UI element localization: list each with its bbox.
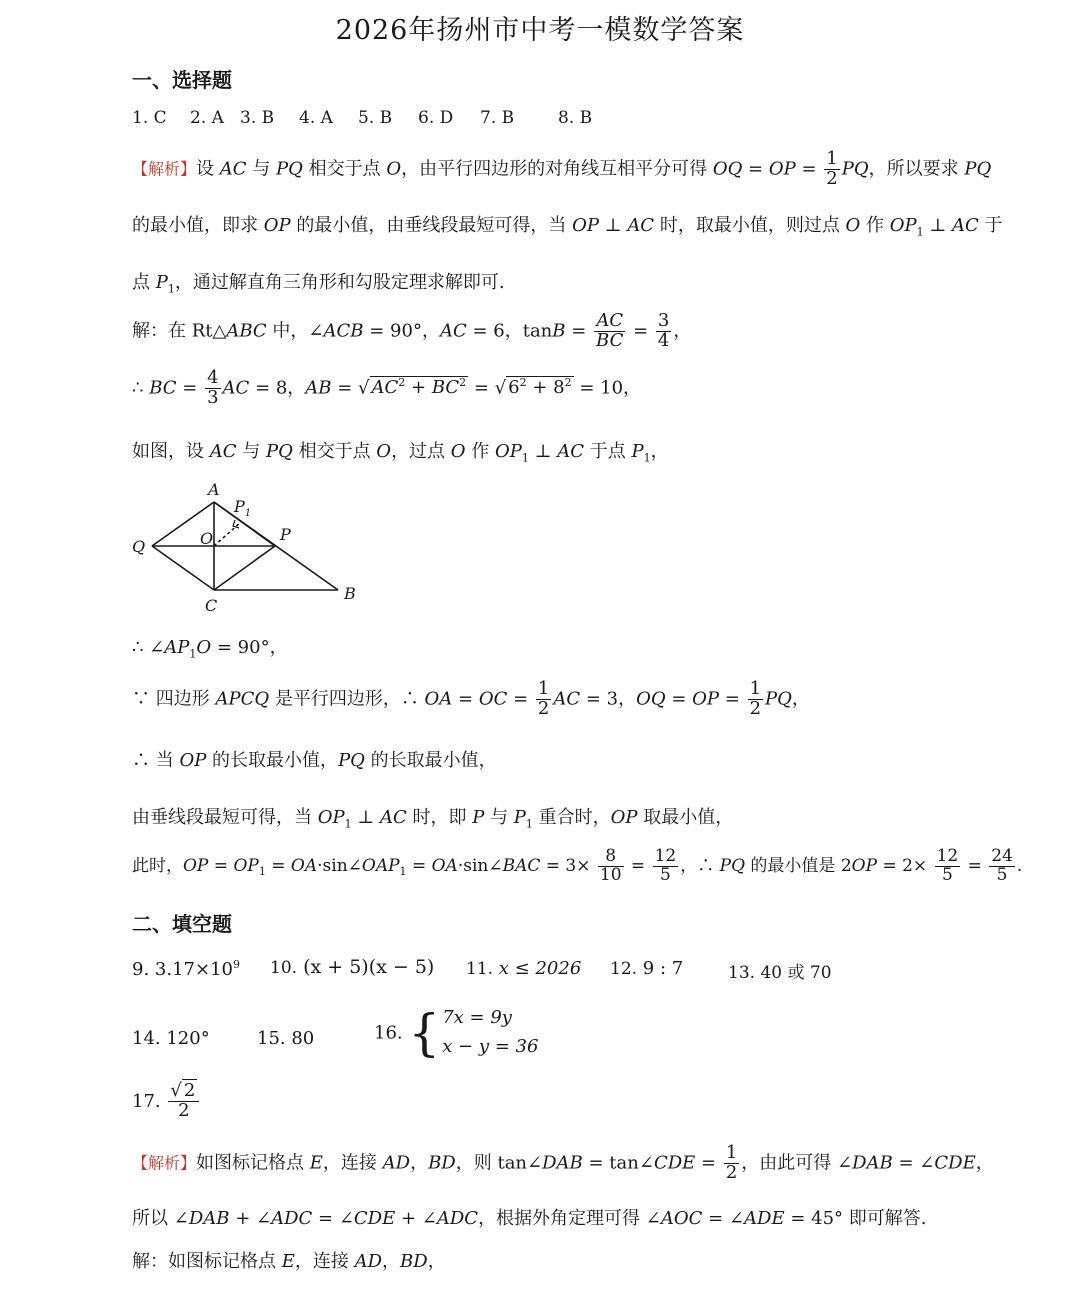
analysis-tag: 【解析】 <box>132 1153 197 1173</box>
choice-answer: 6. D <box>418 108 454 128</box>
segment-CP <box>214 546 275 590</box>
choice-answer: 5. B <box>358 108 393 128</box>
segment-OP1-dashed <box>214 522 241 546</box>
solution-q8-line2: ∴ BC = $\frac{4}{3}$ AC = 8，AB = √ $AC^2 + BC^2$ = √ $6^2 + 8^2 = 10$， <box>132 367 642 408</box>
choice-answer: 4. A <box>299 108 333 128</box>
solution-q8-line6: ∴ 当 OP 的长取最小值，PQ 的长取最小值， <box>132 750 497 771</box>
fill-answer-14: 14. 120° <box>132 1028 210 1049</box>
label-P1: $P_1$ <box>234 497 252 519</box>
label-O: O <box>200 529 214 548</box>
label-P: P <box>280 525 291 544</box>
analysis-q8-line3: 点 $P_1$，通过解直角三角形和勾股定理求解即可. <box>132 272 505 296</box>
solution-q8-line7: 由垂线段最短可得，当 $OP_1$ ⊥ AC 时，即 P 与 $P_1$ 重合时，OP 取最小值， <box>132 807 734 831</box>
analysis-q17-line2: 所以 ∠DAB + ∠ADC = ∠CDE + ∠ADC，根据外角定理可得 ∠AOC = ∠ADE = 45° 即可解答. <box>132 1208 927 1229</box>
solution-q8-line8: 此时，OP = $OP_1$ = $OA\cdot\sin\angle OAP_1$ = OA·sin∠BAC = 3× $\frac{8}{10}$ = $\frac{12}{5}$ ，∴ PQ 的最小值是 2OP = 2× $\frac{12}{5}$ = $\frac{24}{5}$ . <box>132 846 1023 885</box>
choice-answer: 2. A <box>190 108 224 128</box>
label-C: C <box>205 596 218 615</box>
solution-q17-line1: 解：如图标记格点 E，连接 AD，BD， <box>132 1251 446 1272</box>
fill-answer-15: 15. 80 <box>257 1028 315 1049</box>
analysis-tag: 【解析】 <box>132 159 197 179</box>
page-title: 2026年扬州市中考一模数学答案 <box>335 15 745 46</box>
segment-QC <box>152 546 214 590</box>
choice-answer: 7. B <box>480 108 515 128</box>
label-B: B <box>344 584 356 603</box>
label-A: A <box>208 480 220 499</box>
analysis-q8-line1: 【解析】设 AC 与 PQ 相交于点 O，由平行四边形的对角线互相平分可得 OQ = OP = $\frac{1}{2}$ PQ，所以要求 PQ <box>132 148 992 189</box>
choice-answer: 1. C <box>132 108 167 128</box>
fill-answer-13: 13. 40 或 70 <box>728 963 832 983</box>
fill-answer-16: 16. { 7x = 9y x − y = 36 <box>374 1003 539 1062</box>
fill-answer-10: 10. (x + 5)(x − 5) <box>270 956 435 978</box>
fill-answer-9: 9. $3.17\times 10^9$ <box>132 958 240 980</box>
analysis-q17-line1: 【解析】如图标记格点 E，连接 AD，BD，则 tan∠DAB = tan∠CDE = $\frac{1}{2}$ ，由此可得 ∠DAB = ∠CDE， <box>132 1142 994 1183</box>
section-heading-fill: 二、填空题 <box>132 912 232 936</box>
label-Q: Q <box>132 537 146 556</box>
solution-q8-line3: 如图，设 AC 与 PQ 相交于点 O，过点 O 作 $OP_1$ ⊥ AC 于点 $P_1$， <box>132 441 669 465</box>
fill-answer-17: 17. $\frac{√ 2}{2}$ <box>132 1082 201 1121</box>
solution-q8-line1: 解：在 Rt△ABC 中，∠ACB = 90°，AC = 6，tanB = $\frac{AC}{BC}$ = $\frac{3}{4}$ ， <box>132 310 692 351</box>
fill-answer-11: 11. x ≤ 2026 <box>466 958 582 979</box>
choice-answer: 8. B <box>558 108 593 128</box>
section-heading-choice: 一、选择题 <box>132 68 232 92</box>
analysis-q8-line2: 的最小值，即求 OP 的最小值，由垂线段最短可得，当 OP ⊥ AC 时，取最小值，则过点 O 作 $OP_1$ ⊥ AC 于 <box>132 215 1003 239</box>
solution-q8-line4: ∴ $\angle AP_1O = 90^\circ$， <box>132 637 288 661</box>
geometry-figure <box>128 478 368 618</box>
fill-answer-12: 12. 9 : 7 <box>610 958 684 979</box>
solution-q8-line5: ∵ 四边形 APCQ 是平行四边形，∴ OA = OC = $\frac{1}{2}$ AC = 3，OQ = OP = $\frac{1}{2}$ PQ， <box>132 678 810 719</box>
choice-answer: 3. B <box>240 108 275 128</box>
